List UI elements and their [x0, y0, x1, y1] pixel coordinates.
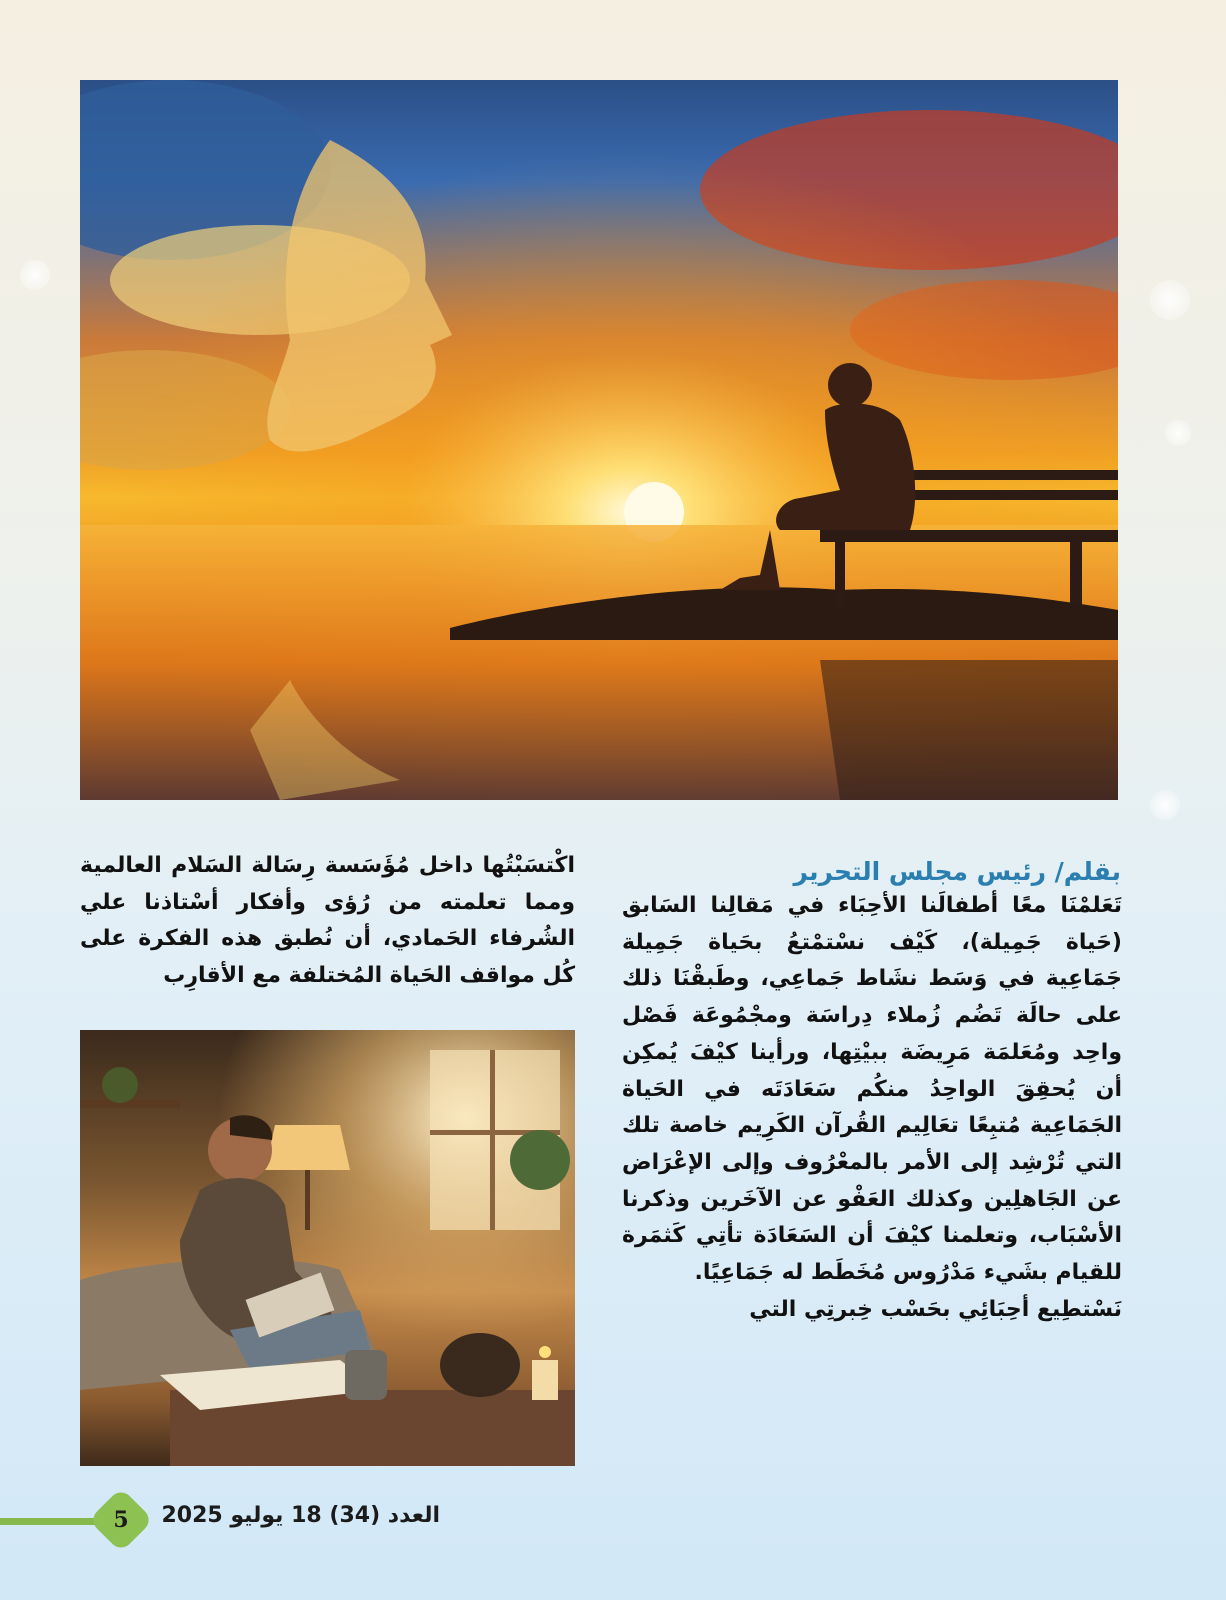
page-number: 5: [113, 1507, 129, 1533]
article-main-column: [622, 888, 1122, 1328]
author-byline: بقلم/ رئيس مجلس التحرير: [793, 857, 1121, 886]
issue-date: العدد (34) 18 يوليو 2025: [161, 1503, 440, 1528]
decorative-glow: [1150, 790, 1180, 820]
decorative-glow: [20, 260, 50, 290]
decorative-glow: [1165, 420, 1191, 446]
reading-man-illustration: [80, 1030, 575, 1466]
article-left-paragraph: اكْتسَبْتُها داخل مُؤَسَسة رِسَالة السَلام العالمية ومما تعلمته من رُؤى وأفكار أسْتاذنا علي الشُرفاء الحَمادي، أن نُطبق هذه الفكرة على كُل مواقف الحَياة المُختلفة مع الأقارِب: [80, 853, 575, 988]
article-paragraph: تَعَلمْنَا معًا أطفالَنا الأحِبَاء في مَقالِنا السَابق (حَياة جَمِيلة)، كَيْف نسْتمْتعُ بحَياة جَمِيلة جَمَاعِية في وَسَط نشَاط جَماعِي، وطَبقْنَا ذلك على حالَة تَضُم زُملاء دِراسَة ومجْمُوعَة فَصْل واحِد ومُعَلمَة مَرِيضَة ببيْتِها، ورأينا كيْفَ يُمكِن أن يُحقِقَ الواحِدُ منكُم سَعَادَتَه في الحَياة الجَمَاعِية مُتبِعًا تعَالِيم القُرآن الكَرِيم خاصة تلك التي تُرْشِد إلى الأمر بالمعْرُوف وإلى الإعْرَاض عن الجَاهلِين وكذلك العَفْو عن الآخَرين وذكرنا الأسْبَاب، وتعلمنا كيْفَ أن السَعَادَة تأتِي كَثمَرة للقيام بشَيء مَدْرُوس مُخَطَط له جَمَاعِيًا.: [622, 893, 1122, 1286]
decorative-glow: [1150, 280, 1190, 320]
footer-accent-line: [0, 1518, 100, 1525]
article-paragraph: نَسْتطِيع أحِبَائِي بحَسْب خِبرتِي التي: [749, 1296, 1122, 1322]
hero-illustration: [80, 80, 1118, 800]
